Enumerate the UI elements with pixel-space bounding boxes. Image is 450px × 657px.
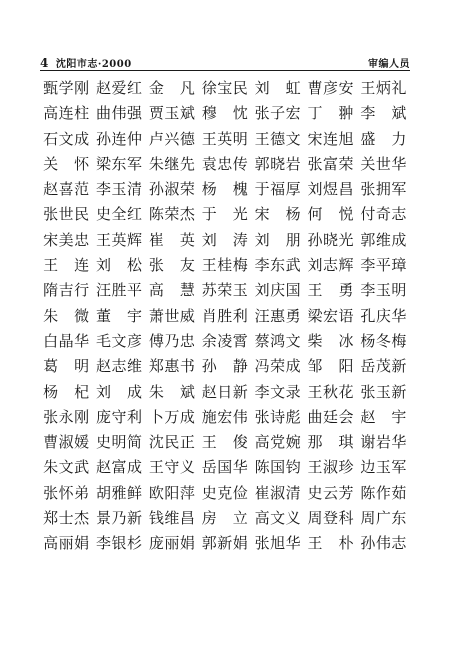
person-name: 刘 朋 xyxy=(254,230,302,249)
person-name: 朱 微 xyxy=(43,306,90,325)
person-name: 刘庆国 xyxy=(254,281,302,300)
person-name: 曲廷会 xyxy=(307,407,354,426)
person-name: 宋连旭 xyxy=(307,129,354,148)
person-name: 孙淑荣 xyxy=(148,180,196,199)
person-name: 刘志辉 xyxy=(307,256,354,275)
person-name: 张子宏 xyxy=(254,104,302,123)
person-name: 朱继先 xyxy=(148,154,196,173)
person-name: 李平璋 xyxy=(360,256,407,275)
person-name: 欧阳萍 xyxy=(148,483,196,502)
person-name: 朱 斌 xyxy=(148,382,196,401)
person-name: 张世民 xyxy=(43,205,90,224)
person-name: 萧世威 xyxy=(148,306,196,325)
person-name: 肖胜利 xyxy=(201,306,249,325)
person-name: 刘 涛 xyxy=(201,230,249,249)
person-name: 于福厚 xyxy=(254,180,302,199)
person-name: 王英辉 xyxy=(96,230,143,249)
person-name: 王炳礼 xyxy=(360,79,407,97)
person-name: 张 友 xyxy=(148,256,196,275)
person-name: 汪惠勇 xyxy=(254,306,302,325)
person-name: 房 立 xyxy=(201,509,249,528)
person-name: 傅乃忠 xyxy=(148,331,196,350)
person-name: 杨 杞 xyxy=(43,382,90,401)
page-header xyxy=(40,52,410,71)
person-name: 蔡鸿文 xyxy=(254,331,302,350)
person-name: 高 慧 xyxy=(148,281,196,300)
person-name: 赵喜范 xyxy=(43,180,90,199)
person-name: 张诗彪 xyxy=(254,407,302,426)
person-name: 高党婉 xyxy=(254,433,302,452)
person-name: 沈民正 xyxy=(148,433,196,452)
person-name: 王 俊 xyxy=(201,433,249,452)
person-name: 卜万成 xyxy=(148,407,196,426)
person-name: 冯荣成 xyxy=(254,357,302,376)
person-name: 杨 槐 xyxy=(201,180,249,199)
section-title: 审编人员 xyxy=(368,59,410,70)
person-name: 宋美忠 xyxy=(43,230,90,249)
person-name: 卢兴德 xyxy=(148,129,196,148)
person-name: 王淑珍 xyxy=(307,458,354,477)
person-name: 穆 忱 xyxy=(201,104,249,123)
person-name: 王德文 xyxy=(254,129,302,148)
person-name: 那 琪 xyxy=(307,433,354,452)
person-name: 汪胜平 xyxy=(96,281,143,300)
person-name: 张富荣 xyxy=(307,154,354,173)
person-name: 刘煜昌 xyxy=(307,180,354,199)
person-name: 王 连 xyxy=(43,256,90,275)
person-name: 朱文武 xyxy=(43,458,90,477)
person-name: 张怀弟 xyxy=(43,483,90,502)
person-name: 岳国华 xyxy=(201,458,249,477)
person-name: 郑惠书 xyxy=(148,357,196,376)
person-name: 曲伟强 xyxy=(96,104,143,123)
person-name: 贾玉斌 xyxy=(148,104,196,123)
person-name: 史克俭 xyxy=(201,483,249,502)
person-name: 李 斌 xyxy=(360,104,407,123)
book-title: 沈阳市志·2000 xyxy=(55,59,132,70)
person-name: 徐宝民 xyxy=(201,79,249,97)
person-name: 邹 阳 xyxy=(307,357,354,376)
person-name: 史明简 xyxy=(96,433,143,452)
person-name: 张玉新 xyxy=(360,382,407,401)
person-name: 赵富成 xyxy=(96,458,143,477)
person-name: 于 光 xyxy=(201,205,249,224)
person-name: 钱维昌 xyxy=(148,509,196,528)
person-name: 王桂梅 xyxy=(201,256,249,275)
person-name: 赵爱红 xyxy=(96,79,143,97)
person-name: 袁忠传 xyxy=(201,154,249,173)
person-name: 甄学刚 xyxy=(43,79,90,97)
person-name: 张旭华 xyxy=(254,534,302,553)
person-name: 毛文彦 xyxy=(96,331,143,350)
person-name: 余凌霄 xyxy=(201,331,249,350)
person-name: 刘 松 xyxy=(96,256,143,275)
person-name: 庞丽娟 xyxy=(148,534,196,553)
person-name: 金 凡 xyxy=(148,79,196,97)
person-name: 盛 力 xyxy=(360,129,407,148)
person-name: 王秋花 xyxy=(307,382,354,401)
person-name: 孙 静 xyxy=(201,357,249,376)
person-name: 董 宇 xyxy=(96,306,143,325)
person-name: 郭维成 xyxy=(360,230,407,249)
person-name: 史云芳 xyxy=(307,483,354,502)
person-name: 王 勇 xyxy=(307,281,354,300)
person-name: 梁宏语 xyxy=(307,306,354,325)
person-name: 苏荣玉 xyxy=(201,281,249,300)
person-name: 隋吉行 xyxy=(43,281,90,300)
person-name: 庞守利 xyxy=(96,407,143,426)
person-name: 赵志维 xyxy=(96,357,143,376)
person-name: 胡雅鲜 xyxy=(96,483,143,502)
name-list xyxy=(40,76,410,557)
header-left xyxy=(40,55,132,70)
person-name: 张永刚 xyxy=(43,407,90,426)
person-name: 关 怀 xyxy=(43,154,90,173)
person-name: 史全红 xyxy=(96,205,143,224)
person-name: 付奇志 xyxy=(360,205,407,224)
person-name: 高丽娟 xyxy=(43,534,90,553)
person-name: 边玉军 xyxy=(360,458,407,477)
person-name: 梁东军 xyxy=(96,154,143,173)
person-name: 柴 冰 xyxy=(307,331,354,350)
person-name: 周广东 xyxy=(360,509,407,528)
person-name: 王英明 xyxy=(201,129,249,148)
page-number: 4 xyxy=(40,56,49,70)
person-name: 曹淑媛 xyxy=(43,433,90,452)
person-name: 高文义 xyxy=(254,509,302,528)
person-name: 谢岩华 xyxy=(360,433,407,452)
person-name: 刘 成 xyxy=(96,382,143,401)
person-name: 石文成 xyxy=(43,129,90,148)
person-name: 孙伟志 xyxy=(360,534,407,553)
person-name: 关世华 xyxy=(360,154,407,173)
person-name: 王守义 xyxy=(148,458,196,477)
person-name: 崔淑清 xyxy=(254,483,302,502)
person-name: 周登科 xyxy=(307,509,354,528)
person-name: 李玉明 xyxy=(360,281,407,300)
person-name: 孙晓光 xyxy=(307,230,354,249)
person-name: 葛 明 xyxy=(43,357,90,376)
person-name: 曹彦安 xyxy=(307,79,354,97)
person-name: 陈荣杰 xyxy=(148,205,196,224)
person-name: 王 朴 xyxy=(307,534,354,553)
person-name: 陈国钧 xyxy=(254,458,302,477)
person-name: 施宏伟 xyxy=(201,407,249,426)
person-name: 郑士杰 xyxy=(43,509,90,528)
person-name: 刘 虹 xyxy=(254,79,302,97)
person-name: 何 悦 xyxy=(307,205,354,224)
person-name: 杨冬梅 xyxy=(360,331,407,350)
person-name: 郭新娟 xyxy=(201,534,249,553)
person-name: 郭晓岩 xyxy=(254,154,302,173)
person-name: 李文录 xyxy=(254,382,302,401)
person-name: 高连柱 xyxy=(43,104,90,123)
person-name: 孙连仲 xyxy=(96,129,143,148)
person-name: 赵日新 xyxy=(201,382,249,401)
person-name: 李银杉 xyxy=(96,534,143,553)
person-name: 丁 翀 xyxy=(307,104,354,123)
person-name: 白晶华 xyxy=(43,331,90,350)
person-name: 孔庆华 xyxy=(360,306,407,325)
person-name: 崔 英 xyxy=(148,230,196,249)
person-name: 赵 宇 xyxy=(360,407,407,426)
person-name: 李玉清 xyxy=(96,180,143,199)
person-name: 张拥军 xyxy=(360,180,407,199)
person-name: 岳茂新 xyxy=(360,357,407,376)
person-name: 李东武 xyxy=(254,256,302,275)
person-name: 陈作茹 xyxy=(360,483,407,502)
person-name: 宋 杨 xyxy=(254,205,302,224)
person-name: 景乃新 xyxy=(96,509,143,528)
